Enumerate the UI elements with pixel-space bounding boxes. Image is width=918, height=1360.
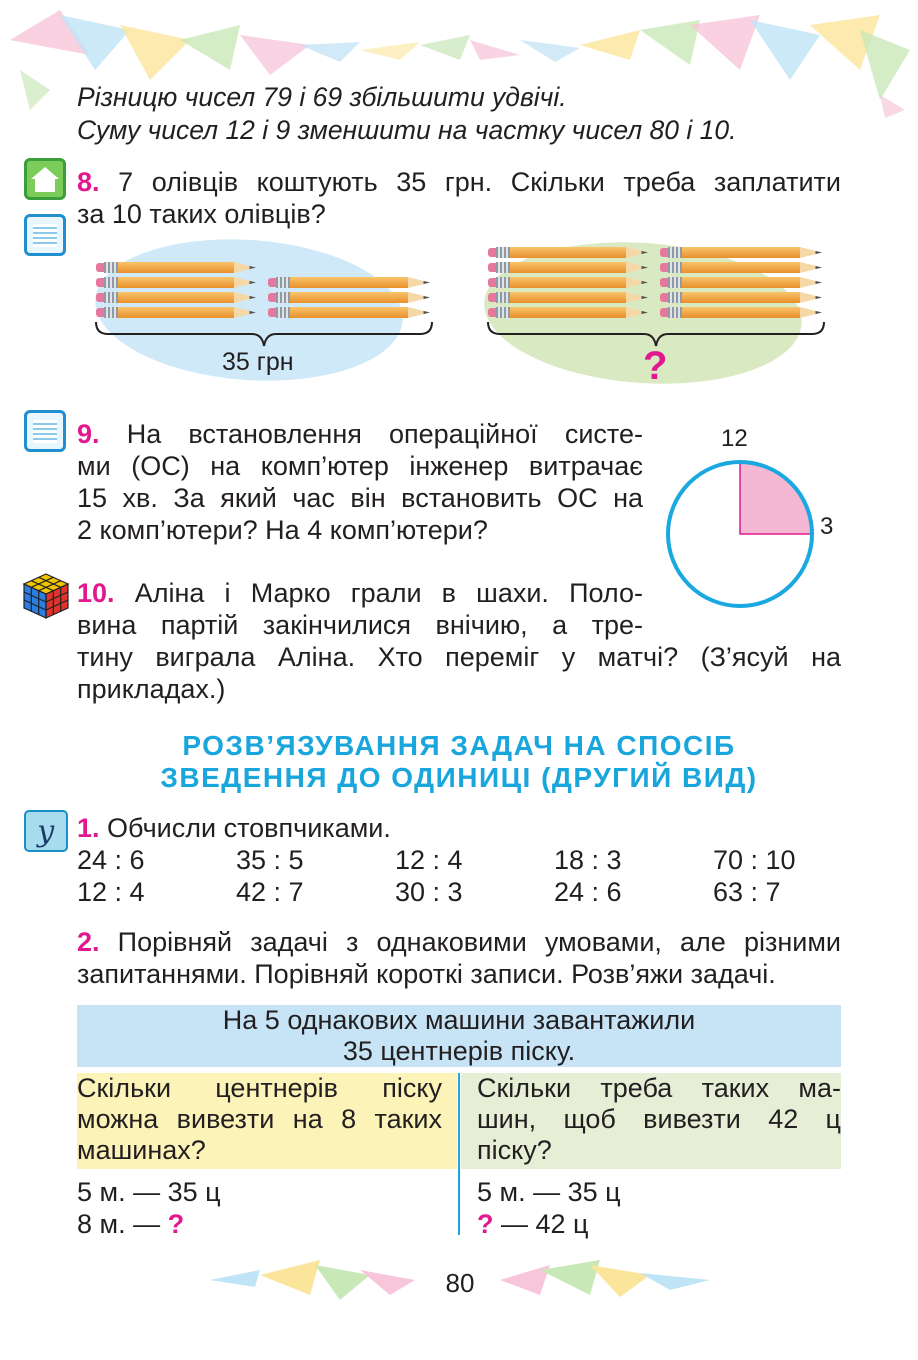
pencil [660,277,822,288]
clock-label-3: 3 [820,513,834,540]
left-note-2 [77,1209,184,1240]
pencil [96,262,256,273]
left-note-2-question: ? [167,1209,185,1239]
table-divider [458,1073,460,1235]
table-right-question [461,1073,841,1169]
task-8-text-1: 7 олівців коштують 35 грн. Скільки треба заплатити [118,167,841,197]
task-10-number: 10. [77,578,115,608]
left-question-line-2: можна вивезти на 8 таких [77,1104,442,1134]
rubiks-cube-icon [22,572,70,620]
right-question-line-2: шин, щоб вивезти 42 ц [477,1104,841,1134]
exercise-1-text: Обчисли стовпчиками. [107,813,391,843]
left-question-line-3: машинах? [77,1135,206,1165]
task-8-number: 8. [77,167,100,197]
brace-left [94,320,434,348]
task-10-text-1: Аліна і Марко грали в шахи. Поло- [134,578,643,608]
intro-line-1: Різницю чисел 79 і 69 збільшити удвічі. [77,82,567,112]
table-header-line-1: На 5 однакових машини завантажили [222,1005,696,1035]
pencil [268,307,430,318]
pencil [488,307,648,318]
right-note-2-text: — 42 ц [501,1209,589,1239]
pencil [660,262,822,273]
expression: 30 : 3 [395,877,463,907]
expression: 24 : 6 [77,845,145,875]
clock-diagram [664,458,816,610]
expression: 18 : 3 [554,845,622,875]
right-note-2-question: ? [477,1209,494,1239]
exercise-1-row-2 [0,877,918,909]
left-question-line-1: Скільки центнерів піску [77,1073,442,1103]
pencil [660,307,822,318]
task-9-line-4: 2 комп’ютери? На 4 комп’ютери? [77,515,488,545]
task-10-line-2: вина партій закінчилися внічию, а тре- [77,610,643,640]
exercise-2-line-2: запитаннями. Порівняй короткі записи. Розв’яжи задачі. [77,959,776,989]
expression: 24 : 6 [554,877,622,907]
task-8-line-1 [77,167,841,198]
notebook-icon [24,214,66,256]
section-title [77,730,841,794]
task-9-number: 9. [77,419,100,449]
right-note-1: 5 м. — 35 ц [477,1177,621,1207]
pencil [96,307,256,318]
pencil [488,247,648,258]
notebook-icon [24,410,66,452]
pencil [268,292,430,303]
intro-line-2: Суму чисел 12 і 9 зменшити на частку чисел 80 і 10. [77,115,737,145]
table-header [77,1005,841,1067]
right-question-line-3: піску? [477,1135,552,1165]
home-icon [24,158,66,200]
pencil [96,277,256,288]
page-number: 80 [445,1268,475,1298]
section-title-line-2: ЗВЕДЕННЯ ДО ОДИНИЦІ (ДРУГИЙ ВИД) [160,762,758,793]
pencil [96,292,256,303]
expression: 63 : 7 [713,877,781,907]
pencil [488,277,648,288]
right-question-line-1: Скільки треба таких ма- [477,1073,841,1103]
task-9-line-2: ми (ОС) на комп’ютер інженер витрачає [77,451,643,481]
price-label: 35 грн [222,348,294,376]
expression: 12 : 4 [395,845,463,875]
task-9-line-1 [77,419,643,450]
clock-label-12: 12 [721,425,748,452]
question-mark: ? [643,344,668,388]
pencil [660,292,822,303]
exercise-2-number: 2. [77,927,100,957]
task-10-line-3: тину виграла Аліна. Хто переміг у матчі? (З’ясуй на [77,642,841,672]
task-10-line-1 [77,578,643,609]
expression: 42 : 7 [236,877,304,907]
pencil [660,247,822,258]
section-title-line-1: РОЗВ’ЯЗУВАННЯ ЗАДАЧ НА СПОСІБ [182,730,736,761]
task-9-text-1: На встановлення операційної систе- [126,419,643,449]
pencil [488,262,648,273]
pencil [488,292,648,303]
right-note-2 [477,1209,589,1240]
table-header-line-2: 35 центнерів піску. [342,1036,576,1066]
expression: 70 : 10 [713,845,796,875]
exercise-1-row-1 [0,845,918,877]
task-8-line-2: за 10 таких олівців? [77,199,326,229]
task-10-line-4: прикладах.) [77,674,226,704]
exercise-2-line-1 [77,927,841,958]
pencil [268,277,430,288]
task-9-line-3: 15 хв. За який час він встановить ОС на [77,483,643,513]
exercise-2-text-1: Порівняй задачі з однаковими умовами, але різними [117,927,841,957]
expression: 12 : 4 [77,877,145,907]
left-note-1: 5 м. — 35 ц [77,1177,221,1207]
lesson-u-icon: у [24,810,68,852]
expression: 35 : 5 [236,845,304,875]
exercise-1-number: 1. [77,813,100,843]
exercise-1-line [77,813,391,844]
left-note-2-text: 8 м. — [77,1209,161,1239]
table-left-question [77,1073,457,1169]
